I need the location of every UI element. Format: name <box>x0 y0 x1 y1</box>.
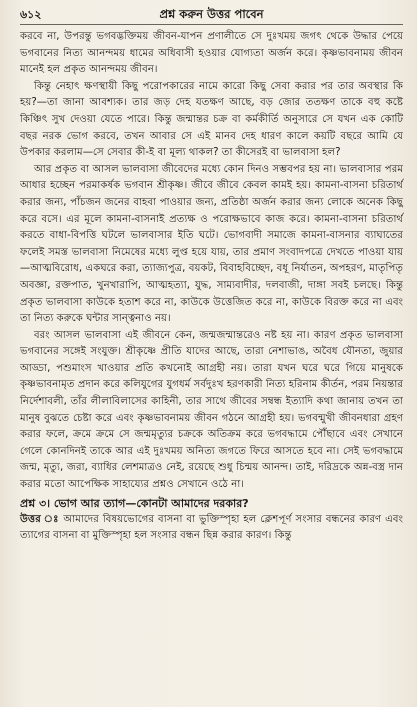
answer-3 <box>20 512 403 545</box>
paragraph-1: করবে না, উপরন্তু ভগবদ্ভক্তিময় জীবন-যাপন প্রণালীতে সে দুঃখময় জগৎ থেকে উদ্ধার পেয়ে ভগবানের নিত্য আনন্দময় ধামের অধিবাসী হওয়ার যোগ্যতা অর্জন করে। কৃষ্ণভাবনাময় জীবন মানেই হল প্রকৃত আনন্দময় জীবন। <box>20 31 403 76</box>
page-number: ৬১২ <box>20 8 42 21</box>
question-3 <box>20 495 403 512</box>
paragraph-3: আর প্রকৃত বা আসল ভালবাসা জীবেদের মধ্যে কোন দিনও সম্ভবপর হয় না। ভালবাসার পরম আধার হচ্ছেন পরমাকর্ষক ভগবান শ্রীকৃষ্ণ। জীবে জীবে কেবল কামই হয়। কামনা-বাসনা চরিতার্থ করার জন্য, পাঁচজন জনের বাহবা পাওয়ার জন্য, প্রতিষ্ঠা অর্জন করার জন্য লোকে অনেক কিছু করে বসে। এর মূলে কামনা-বাসনাই প্রত্যক্ষ ও পরোক্ষভাবে কাজ করে। কামনা-বাসনা চরিতার্থ করতে বাধা-বিপত্তি ঘটলে ভালবাসার ইতি ঘটে। ভোগবাদী সমাজে কামনা-বাসনার ব্যাঘাতের ফলেই সমস্ত ভালবাসা নিমেষের মধ্যে লুপ্ত হয়ে যায়, তার প্রমাণ সংবাদপত্রে দেখতে পাওয়া যায়—আত্মবিরোধ, একঘরে করা, ত্যাজ্যপুত্র, বয়কট, বিবাহবিচ্ছেদ, বধূ নির্যাতন, অপহরণ, মাতৃপিতৃ অবজ্ঞা, রক্তপাত, খুনখারাপি, আত্মহত্যা, যুদ্ধ, সাম্যবাদীর, দলবাজী, দাঙ্গা সবই চলছে। কিন্তু প্রকৃত ভালবাসা কাউকে হতাশ করে না, কাউকে উত্তেজিত করে না, কাউকে বিরক্ত করে না এবং তা নিত্য করুকে ঘন্টার সান্ত্বনাও নয়। <box>20 163 403 325</box>
running-title: প্রশ্ন করুন উত্তর পাবেন <box>159 7 264 21</box>
answer-label: উত্তর ঃ <box>20 513 60 525</box>
page-header <box>20 6 403 25</box>
paragraph-4: বরং আসল ভালবাসা এই জীবনে কেন, জন্মজন্মান্তরেও নষ্ট হয় না। কারণ প্রকৃত ভালবাসা ভগবানের সঙ্গেই সংযুক্ত। শ্রীকৃষ্ণে প্রীতি যাদের আছে, তারা নেশাভাঙ, অবৈধ যৌনতা, জুয়ার আড্ডা, পশুমাংস খাওয়ার প্রতি কখনোই আগ্রহী নয়। তারা যখন ঘরে ঘরে গিয়ে মানুষকে কৃষ্ণভাবনামৃত প্রদান করে কলিযুগের যুগধর্ম সর্বদুঃখ হরণকারী নিত্য হরিনাম কীর্তন, পরম নিয়ন্তার নির্দেশাবলী, তাঁর লীলাবিলাসের কাহিনী, তার সাথে জীবের সম্বন্ধ ইত্যাদি কথা জানায় তখন তা মানুষ বুঝতে চেষ্টা করে এবং কৃষ্ণভাবনাময় জীবন গঠনে আগ্রহী হয়। ভগবন্মুখী জীবনধারা গ্রহণ করার ফলে, ক্রমে ক্রমে সে জন্মমৃত্যুর চক্রকে অতিক্রম করে ভগবদ্ধামে পৌঁছাবে এবং সেখানে গেলে কোনদিনই তাকে আর এই দুঃখময় অনিত্য জগতে ফিরে আসতে হবে না। সেই ভগবদ্ধামে জন্ম, মৃত্যু, জরা, ব্যাধির লেশমাত্রও নেই, রয়েছে শুধু চিন্ময় আনন্দ। তাই, দরিদ্রকে অন্ন-বস্ত্র দান করার মতো আপেক্ষিক সাহায্যের প্রশ্নও সেখানে ওঠে না। <box>20 329 403 491</box>
page-body <box>20 29 403 545</box>
question-text: ভোগ আর ত্যাগ—কোনটা আমাদের দরকার? <box>53 496 249 510</box>
answer-text: আমাদের বিষয়ভোগের বাসনা বা ভুক্তিস্পৃহা হল ক্লেশপূর্ণ সংসার বন্ধনের কারণ এবং ত্যাগের বাসনা বা মুক্তিস্পৃহা হল সংসার বন্ধন ছিন্ন করার কারণ। কিন্তু <box>20 513 403 542</box>
question-label: প্রশ্ন ৩। <box>20 496 51 510</box>
paragraph-2: কিন্তু নেহাৎ ক্ষণস্থায়ী কিছু পরোপকারের নামে কারো কিছু সেবা করার পর তার অবস্থার কি হয়?—তা জানা আবশ্যক। তার জড় দেহ যতক্ষণ আছে, বড় জোর ততক্ষণ তাকে বহু কষ্টে কিঞ্চিৎ সুখ দেওয়া যেতে পারে। কিন্তু জন্মান্তর চক্র বা কর্মকীর্তি অনুসারে সে যখন এক কোটি বছর নরক ভোগ করবে, তখন আবার সে এই মানব দেহ ধারণ কালে কয়টি বছরে আমি যে উপকার করলাম—সে সেবার কী-ই বা মূল্য থাকল? তা কীসেরই বা ভালবাসা হল? <box>20 80 403 159</box>
